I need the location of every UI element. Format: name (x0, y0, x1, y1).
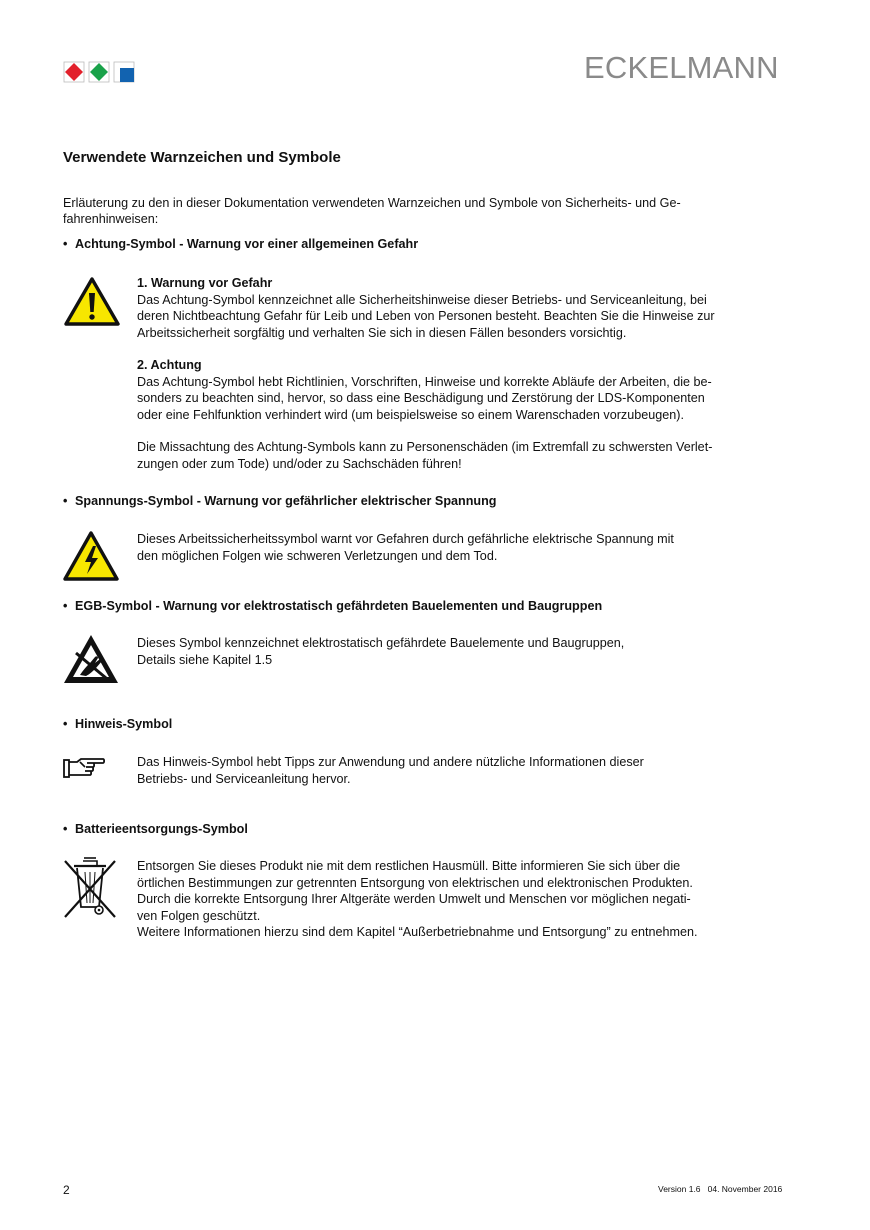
text-line: Die Missachtung des Achtung-Symbols kann zu Personenschäden (im Extremfall zu schwersten Verlet- (137, 440, 713, 454)
text-line: den möglichen Folgen wie schweren Verletzungen und dem Tod. (137, 548, 498, 563)
text-line: Das Achtung-Symbol kennzeichnet alle Sicherheitshinweise dieser Betriebs- und Serviceanleitung, bei (137, 292, 707, 307)
text-line: örtlichen Bestimmungen zur getrennten Entsorgung von elektrischen und elektronischen Produkten. (137, 875, 693, 890)
subheading-achtung: 2. Achtung (137, 358, 202, 372)
achtung-content-2 (137, 357, 817, 423)
intro-paragraph (63, 195, 783, 227)
version-info: Version 1.6 04. November 2016 (658, 1184, 783, 1194)
section-heading-text: EGB-Symbol - Warnung vor elektrostatisch gefährdeten Bauelementen und Baugruppen (75, 599, 603, 613)
text-line: Dieses Symbol kennzeichnet elektrostatisch gefährdete Bauelemente und Baugruppen, (137, 636, 625, 650)
batterie-content (137, 858, 817, 941)
page-number: 2 (63, 1183, 70, 1197)
section-heading-text: Hinweis-Symbol (75, 717, 173, 731)
text-line: Details siehe Kapitel 1.5 (137, 652, 273, 667)
intro-line: Erläuterung zu den in dieser Dokumentation verwendeten Warnzeichen und Symbole von Sicherheits- und Ge- (63, 196, 681, 210)
text-line: sonders zu beachten sind, hervor, so dass eine Beschädigung und Zerstörung der LDS-Komponenten (137, 391, 705, 405)
text-line: Arbeitssicherheit sorgfältig und verhalten Sie sich in diesen Fällen besonders vorsichtig. (137, 325, 627, 340)
text-line: oder eine Fehlfunktion verhindert wird (um beispielsweise so einem Warenschaden vorzubeugen). (137, 407, 684, 422)
esd-warning-icon (62, 633, 120, 685)
bullet-dot: • (63, 494, 68, 508)
intro-line: fahrenhinweisen: (63, 212, 159, 226)
logo-blue-square (120, 68, 134, 82)
high-voltage-icon (63, 531, 119, 581)
section-heading-achtung (63, 236, 418, 252)
text-line: deren Nichtbeachtung Gefahr für Leib und Leben von Personen besteht. Beachten Sie die Hinweise zur (137, 309, 715, 323)
crossed-bin-icon (62, 855, 118, 919)
text-line: Dieses Arbeitssicherheitssymbol warnt vor Gefahren durch gefährliche elektrische Spannung mit (137, 532, 674, 546)
hinweis-content (137, 754, 817, 787)
text-line: Das Hinweis-Symbol hebt Tipps zur Anwendung und andere nützliche Informationen dieser (137, 755, 644, 769)
section-heading-egb (63, 598, 602, 614)
warning-triangle-icon (64, 277, 120, 326)
spannung-content (137, 531, 817, 564)
section-heading-text: Spannungs-Symbol - Warnung vor gefährlicher elektrischer Spannung (75, 494, 497, 508)
brand-logo-squares (63, 60, 135, 84)
achtung-note (137, 439, 817, 472)
section-heading-hinweis (63, 716, 172, 732)
page-title: Verwendete Warnzeichen und Symbole (63, 149, 341, 166)
egb-content (137, 635, 817, 668)
bullet-dot: • (63, 237, 68, 251)
achtung-content (137, 275, 817, 341)
text-line: Entsorgen Sie dieses Produkt nie mit dem restlichen Hausmüll. Bitte informieren Sie sich über die (137, 859, 681, 873)
section-heading-text: Batterieentsorgungs-Symbol (75, 822, 248, 836)
logo-red-diamond (65, 63, 83, 81)
text-line: Durch die korrekte Entsorgung Ihrer Altgeräte werden Umwelt und Menschen vor möglichen negati- (137, 892, 691, 906)
brand-wordmark: ECKELMANN (584, 50, 779, 85)
text-line: zungen oder zum Tode) und/oder zu Sachschäden führen! (137, 456, 462, 471)
text-line: Das Achtung-Symbol hebt Richtlinien, Vorschriften, Hinweise und korrekte Abläufe der Arbeiten, die be- (137, 374, 712, 389)
section-heading-spannung (63, 493, 497, 509)
text-line: ven Folgen geschützt. (137, 908, 261, 923)
bullet-dot: • (63, 822, 68, 836)
logo-green-diamond (90, 63, 108, 81)
section-heading-batterie (63, 821, 248, 837)
text-line: Weitere Informationen hierzu sind dem Kapitel “Außerbetriebnahme und Entsorgung” zu entnehmen. (137, 925, 698, 939)
section-heading-text: Achtung-Symbol - Warnung vor einer allgemeinen Gefahr (75, 237, 419, 251)
bullet-dot: • (63, 717, 68, 731)
bullet-dot: • (63, 599, 68, 613)
text-line: Betriebs- und Serviceanleitung hervor. (137, 771, 351, 786)
pointing-hand-icon (63, 757, 105, 779)
subheading-warnung: 1. Warnung vor Gefahr (137, 276, 273, 290)
